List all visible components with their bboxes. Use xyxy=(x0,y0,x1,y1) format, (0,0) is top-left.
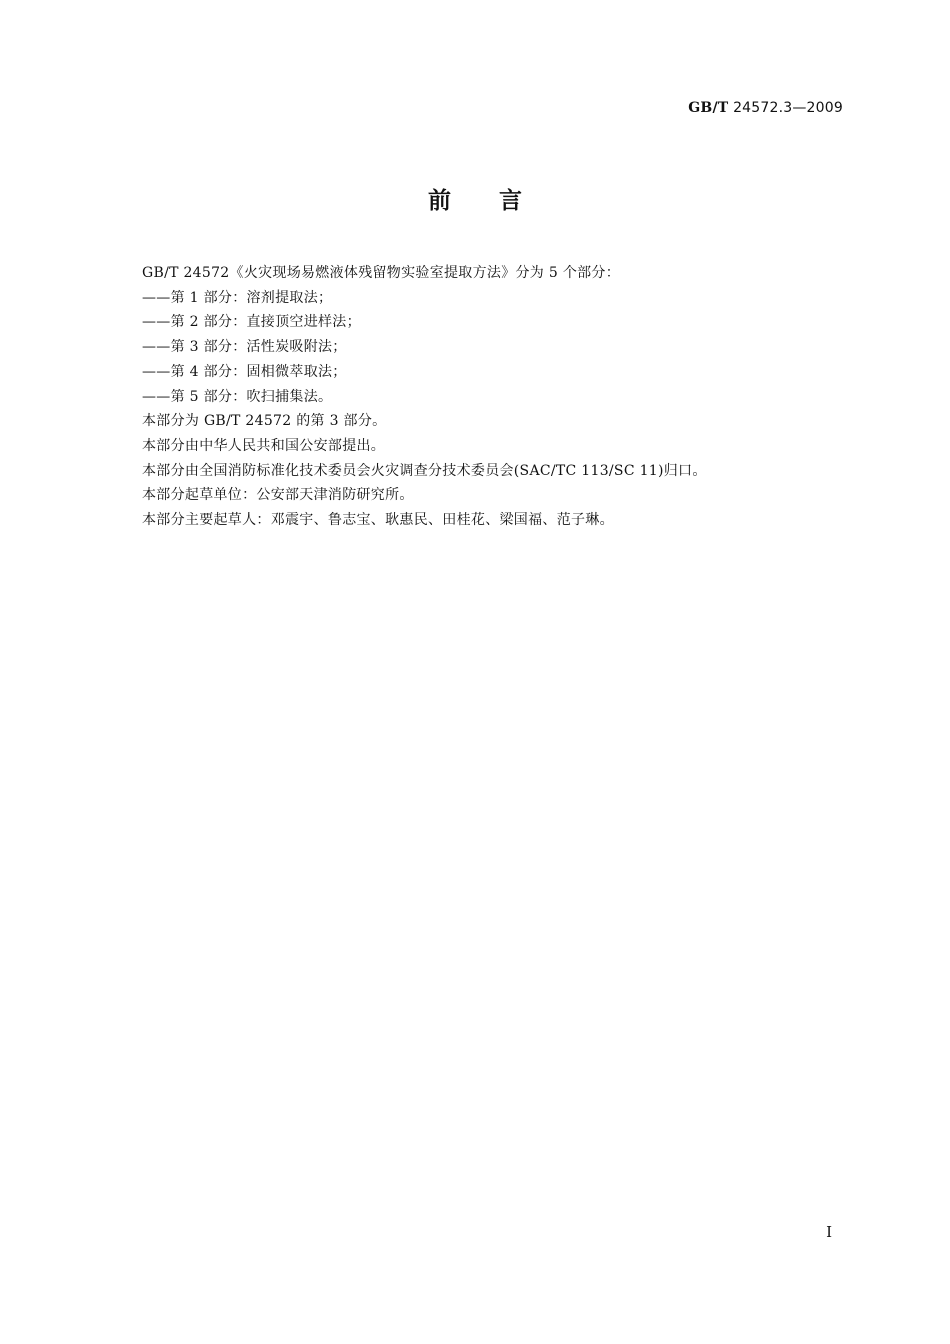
standard-prefix: GB/T xyxy=(688,100,729,116)
list-item-part-5: ——第 5 部分：吹扫捕集法。 xyxy=(142,388,333,405)
paragraph-drafters: 本部分主要起草人：邓震宇、鲁志宝、耿惠民、田桂花、梁国福、范子琳。 xyxy=(142,512,614,529)
standard-number: 24572.3—2009 xyxy=(733,100,843,116)
paragraph-proposer: 本部分由中华人民共和国公安部提出。 xyxy=(142,437,386,454)
paragraph-drafting-unit: 本部分起草单位：公安部天津消防研究所。 xyxy=(142,487,414,504)
foreword-body xyxy=(142,261,842,533)
page-title: 前言 xyxy=(428,188,570,214)
standard-code xyxy=(688,100,843,116)
list-item-part-1: ——第 1 部分：溶剂提取法； xyxy=(142,289,333,306)
list-item-part-3: ——第 3 部分：活性炭吸附法； xyxy=(142,339,347,356)
paragraph-intro: GB/T 24572《火灾现场易燃液体残留物实验室提取方法》分为 5 个部分： xyxy=(142,265,621,281)
paragraph-part-statement: 本部分为 GB/T 24572 的第 3 部分。 xyxy=(142,413,387,430)
paragraph-committee: 本部分由全国消防标准化技术委员会火灾调查分技术委员会(SAC/TC 113/SC 11)归口。 xyxy=(142,462,707,479)
list-item-part-4: ——第 4 部分：固相微萃取法； xyxy=(142,363,347,380)
list-item-part-2: ——第 2 部分：直接顶空进样法； xyxy=(142,314,361,331)
page-number: I xyxy=(826,1223,832,1241)
